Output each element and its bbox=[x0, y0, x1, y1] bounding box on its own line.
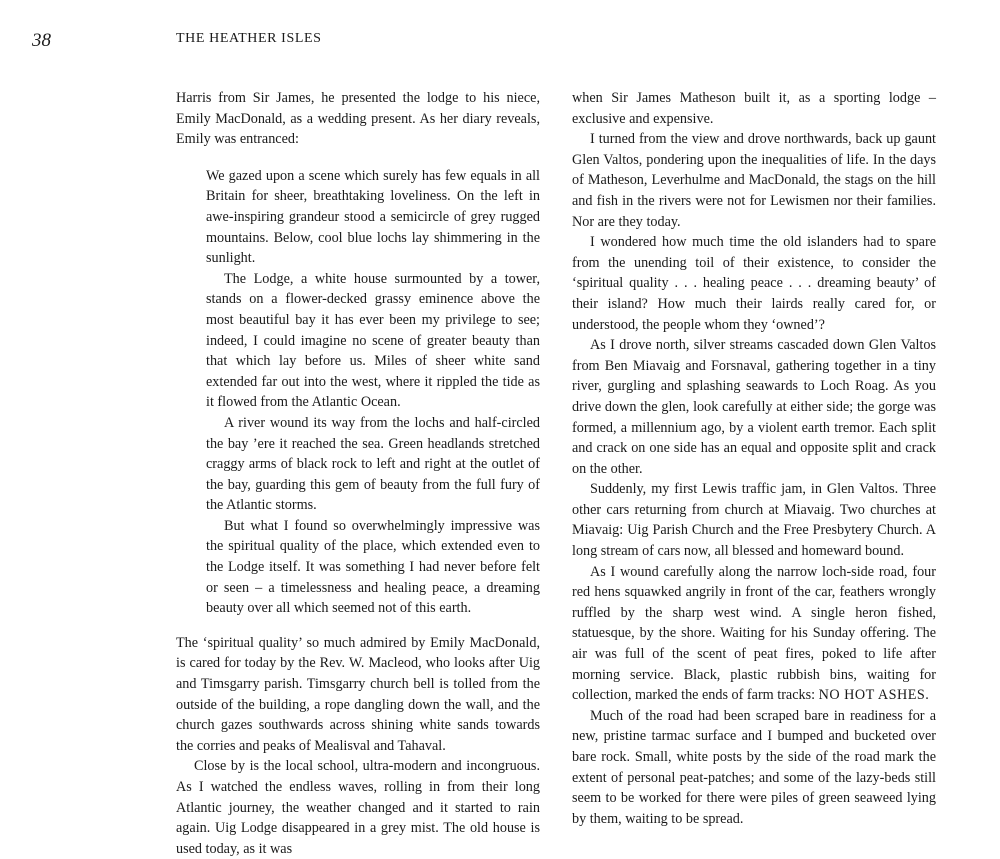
paragraph: Much of the road had been scraped bare in readiness for a new, pristine tarmac surface and I bumped and bucketed over bare rock. Small, white posts by the side of the road mark the extent of personal peat-patches; and some of the lazy-beds still seem to be worked for there were piles of green seaweed lying by them, waiting to be spread. bbox=[572, 707, 936, 827]
block-quote bbox=[206, 166, 540, 619]
right-column bbox=[572, 88, 936, 829]
paragraph: I turned from the view and drove northwards, back up gaunt Glen Valtos, pondering upon the inequalities of life. In the days of Matheson, Leverhulme and MacDonald, the stags on the hill and fish in the rivers were not for Lewismen nor their families. Nor are they today. bbox=[572, 131, 936, 230]
quote-paragraph: We gazed upon a scene which surely has few equals in all Britain for sheer, breathtaking loveliness. On the left in awe-inspiring grandeur stood a semicircle of grey rugged mountains. Below, cool blue lochs lay shimmering in the sunlight. bbox=[206, 167, 540, 267]
paragraph: As I drove north, silver streams cascaded down Glen Valtos from Ben Miavaig and Forsnaval, gathering together in a tiny river, gurgling and splashing seawards to Loch Roag. As you drive down the glen, look carefully at either side; the gorge was formed, a millennium ago, by a violent earth tremor. Each split and crack on one side has an equal and opposite split and crack on the other. bbox=[572, 337, 936, 477]
paragraph-text: As I wound carefully along the narrow loch-side road, four red hens squawked angrily in front of the car, feathers wrongly ruffled by the sharp west wind. A single heron fished, statuesque, by the shore. Waiting for his Sunday offering. The air was full of the scent of peat fires, poked to life after morning service. Black, plastic rubbish bins, waiting for collection, marked the ends of farm tracks: bbox=[572, 563, 936, 704]
left-column bbox=[176, 88, 540, 859]
paragraph: when Sir James Matheson built it, as a sporting lodge – exclusive and expensive. bbox=[572, 90, 936, 127]
quote-paragraph: A river wound its way from the lochs and half-circled the bay ’ere it reached the sea. Green headlands stretched craggy arms of black rock to left and right at the outlet of the bay, guarding this gem of beauty from the full fury of the Atlantic storms. bbox=[206, 414, 540, 514]
paragraph: I wondered how much time the old islanders had to spare from the unending toil of their existence, to consider the ‘spiritual quality . . . healing peace . . . dreaming beauty’ of their island? How much their lairds really cared for, or understood, the people whom they ‘owned’? bbox=[572, 234, 936, 333]
paragraph: Harris from Sir James, he presented the lodge to his niece, Emily MacDonald, as a wedding present. As her diary reveals, Emily was entranced: bbox=[176, 90, 540, 148]
sign-text: NO HOT ASHES. bbox=[818, 687, 930, 704]
quote-paragraph: But what I found so overwhelmingly impressive was the spiritual quality of the place, which extended even to the Lodge itself. It was something I had never before felt or seen – a timelessness and healing peace, a dreaming beauty over all which seemed not of this earth. bbox=[206, 517, 540, 617]
paragraph: The ‘spiritual quality’ so much admired by Emily MacDonald, is cared for today by the Rev. W. Macleod, who looks after Uig and Timsgarry parish. Timsgarry church bell is tolled from the outside of the building, a rope dangling down the wall, and the church gazes southwards across shining white sands towards the corries and peaks of Mealisval and Tahaval. bbox=[176, 634, 540, 754]
paragraph bbox=[572, 562, 936, 706]
paragraph: Close by is the local school, ultra-modern and incongruous. As I watched the endless waves, rolling in from their long Atlantic journey, the weather changed and it started to rain again. Uig Lodge disappeared in a grey mist. The old house is used today, as it was bbox=[176, 758, 540, 857]
quote-paragraph: The Lodge, a white house surmounted by a tower, stands on a flower-decked grassy eminence above the most beautiful bay it has ever been my privilege to see; indeed, I could imagine no scene of greater beauty than that which lay before us. Miles of sheer white sand extended far out into the west, where it rippled the tide as it flowed from the Atlantic Ocean. bbox=[206, 270, 540, 411]
paragraph: Suddenly, my first Lewis traffic jam, in Glen Valtos. Three other cars returning from church at Miavaig. Two churches at Miavaig: Uig Parish Church and the Free Presbytery Church. A long stream of cars now, all blessed and homeward bound. bbox=[572, 481, 936, 560]
running-title: THE HEATHER ISLES bbox=[176, 31, 322, 46]
page-number: 38 bbox=[32, 30, 51, 51]
